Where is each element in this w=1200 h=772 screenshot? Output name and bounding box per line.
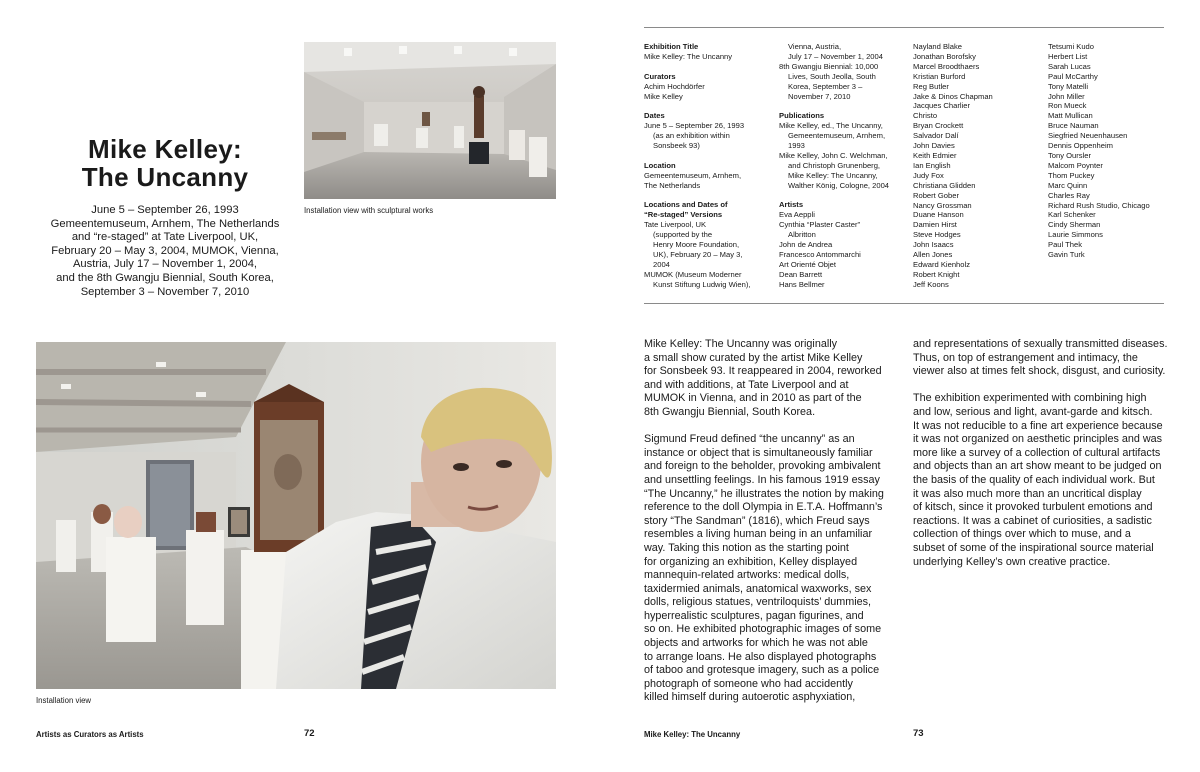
- body-line: the basis of the quality of each individual work. But: [913, 473, 1155, 486]
- body-line: taxidermied animals, anatomical waxworks, sex: [644, 582, 872, 595]
- metadata-line: Marcel Broodthaers: [913, 61, 980, 71]
- running-footer-title: Artists as Curators as Artists: [36, 730, 144, 739]
- metadata-heading: Publications: [779, 111, 825, 121]
- body-line: to arrange loans. He also displayed photographs: [644, 650, 877, 663]
- body-line: instance or object that is simultaneously familiar: [644, 446, 873, 459]
- body-line: of taboo and grotesque imagery, such as a police: [644, 664, 880, 677]
- metadata-line: Herbert List: [1048, 51, 1088, 61]
- exhibition-title: [50, 135, 280, 191]
- metadata-heading: “Re-staged” Versions: [644, 210, 723, 220]
- metadata-line: Duane Hanson: [913, 210, 964, 220]
- body-line: Mike Kelley: The Uncanny was originally: [644, 338, 838, 350]
- body-paragraph: [913, 338, 1168, 379]
- metadata-line: Marc Quinn: [1048, 180, 1088, 190]
- title-line: Mike Kelley:: [88, 134, 242, 164]
- metadata-line: Edward Kienholz: [913, 259, 970, 269]
- spacer: [779, 191, 904, 201]
- exhibition-intro: [50, 204, 280, 299]
- metadata-line: June 5 – September 26, 1993: [644, 121, 745, 131]
- metadata-line: Gemeentemuseum, Arnhem,: [644, 170, 742, 180]
- body-line: for organizing an exhibition, Kelley displayed: [644, 555, 858, 568]
- body-line: so on. He exhibited photographic images of some: [644, 623, 882, 636]
- metadata-line: Gavin Turk: [1048, 250, 1085, 260]
- body-line: hyperrealistic sculptures, pagan figurines, and: [644, 609, 864, 622]
- intro-line: September 3 – November 7, 2010: [80, 285, 250, 298]
- body-line: “The Uncanny,” he illustrates the notion by making: [644, 487, 884, 500]
- metadata-line: Kristian Burford: [913, 71, 966, 81]
- metadata-line: Steve Hodges: [913, 230, 961, 240]
- body-line: mannequin-related artworks: medical dolls,: [644, 569, 850, 582]
- body-line: subset of some of the inspirational source material: [913, 541, 1154, 554]
- body-line: Sigmund Freud defined “the uncanny” as an: [644, 433, 855, 446]
- body-line: it was also much more than an uncritical display: [913, 487, 1142, 500]
- caption-main-photo: Installation view: [36, 696, 92, 705]
- metadata-heading: Exhibition Title: [644, 42, 699, 51]
- divider-bottom: [644, 303, 1164, 304]
- metadata-line: November 7, 2010: [788, 91, 851, 101]
- metadata-line: Sarah Lucas: [1048, 61, 1091, 71]
- metadata-line: Francesco Antommarchi: [779, 250, 861, 259]
- body-line: photograph of someone who had accidently: [644, 677, 853, 690]
- metadata-line: Albritton: [788, 230, 816, 240]
- metadata-line: John Davies: [913, 141, 955, 151]
- body-paragraph: [644, 338, 896, 420]
- page-number: 72: [304, 728, 315, 739]
- artists-column: [1048, 42, 1178, 260]
- metadata-line: Art Orienté Objet: [779, 259, 836, 269]
- body-line: and representations of sexually transmitted diseases.: [913, 338, 1168, 350]
- metadata-line: Sonsbeek 93): [653, 141, 700, 151]
- intro-line: Gemeentemuseum, Arnhem, The Netherlands: [50, 217, 280, 230]
- body-paragraph: [913, 392, 1165, 569]
- metadata-line: Allen Jones: [913, 250, 953, 260]
- artists-column: [913, 42, 1041, 290]
- body-line: and unsettling feelings. In his famous 1919 essay: [644, 473, 880, 486]
- metadata-line: Christo: [913, 111, 938, 121]
- body-line: underlying Kelley’s own creative practice.: [913, 555, 1111, 568]
- metadata-line: Mike Kelley: The Uncanny: [644, 51, 733, 61]
- metadata-line: Hans Bellmer: [779, 279, 825, 289]
- metadata-line: 8th Gwangju Biennial: 10,000: [779, 61, 879, 71]
- metadata-line: Mike Kelley, John C. Welchman,: [779, 150, 888, 160]
- metadata-line: Tate Liverpool, UK: [644, 220, 707, 230]
- body-line: story “The Sandman” (1816), which Freud says: [644, 514, 870, 527]
- metadata-line: The Netherlands: [644, 180, 701, 190]
- metadata-line: Walther König, Cologne, 2004: [788, 180, 890, 190]
- body-line: reference to the doll Olympia in E.T.A. Hoffmann’s: [644, 501, 883, 514]
- metadata-line: Tony Matelli: [1048, 81, 1089, 91]
- metadata-heading: Dates: [644, 111, 665, 121]
- body-line: more like a survey of a collection of cultural artifacts: [913, 446, 1161, 459]
- body-line: MUMOK in Vienna, and in 2010 as part of the: [644, 392, 862, 405]
- metadata-line: Korea, September 3 –: [788, 81, 863, 91]
- body-line: and foreign to the beholder, provoking ambivalent: [644, 460, 881, 473]
- intro-line: Austria, July 17 – November 1, 2004,: [72, 258, 258, 271]
- running-footer-title: Mike Kelley: The Uncanny: [644, 730, 741, 739]
- metadata-line: Tony Oursler: [1048, 150, 1092, 160]
- divider-top: [644, 27, 1164, 28]
- metadata-line: Jacques Charlier: [913, 101, 970, 111]
- metadata-line: Nayland Blake: [913, 42, 962, 51]
- metadata-line: Mike Kelley: The Uncanny,: [788, 170, 878, 180]
- metadata-line: Keith Edmier: [913, 150, 957, 160]
- metadata-line: Ron Mueck: [1048, 101, 1087, 111]
- metadata-line: Christiana Glidden: [913, 180, 976, 190]
- spacer: [644, 151, 772, 161]
- metadata-line: Malcom Poynter: [1048, 160, 1103, 170]
- metadata-line: Eva Aeppli: [779, 210, 815, 220]
- metadata-line: Tetsumi Kudo: [1048, 42, 1095, 51]
- metadata-line: John Isaacs: [913, 240, 954, 250]
- metadata-line: Jake & Dinos Chapman: [913, 91, 993, 101]
- body-line: 8th Gwangju Biennial, South Korea.: [644, 405, 816, 418]
- metadata-line: 1993: [788, 141, 805, 151]
- metadata-line: Jonathan Borofsky: [913, 51, 976, 61]
- body-text-column: [913, 338, 1168, 583]
- metadata-line: Mike Kelley: [644, 91, 683, 101]
- metadata-line: Karl Schenker: [1048, 210, 1096, 220]
- metadata-line: Achim Hochdörfer: [644, 81, 705, 91]
- metadata-column: [779, 42, 904, 290]
- metadata-line: (as an exhibition within: [653, 131, 730, 141]
- metadata-line: John de Andrea: [779, 240, 833, 250]
- body-line: killed himself during autoerotic asphyxiation,: [644, 691, 856, 704]
- body-line: It was not reducible to a fine art experience because: [913, 419, 1163, 432]
- spacer: [644, 101, 772, 111]
- metadata-line: Matt Mullican: [1048, 111, 1093, 121]
- metadata-line: 2004: [653, 259, 670, 269]
- metadata-line: and Christoph Grunenberg,: [788, 160, 881, 170]
- metadata-line: Siegfried Neuenhausen: [1048, 131, 1128, 141]
- spacer: [644, 62, 772, 72]
- metadata-line: Vienna, Austria,: [788, 42, 842, 51]
- metadata-line: Judy Fox: [913, 170, 944, 180]
- body-line: Thus, on top of estrangement and intimacy, the: [913, 351, 1138, 364]
- body-line: and objects than an art show meant to be judged on: [913, 460, 1162, 473]
- metadata-line: Dean Barrett: [779, 269, 823, 279]
- body-line: and with additions, at Tate Liverpool and at: [644, 378, 849, 391]
- metadata-line: July 17 – November 1, 2004: [788, 51, 883, 61]
- metadata-column: [644, 42, 772, 290]
- spacer: [779, 101, 904, 111]
- metadata-line: Laurie Simmons: [1048, 230, 1103, 240]
- body-line: The exhibition experimented with combining high: [913, 392, 1147, 405]
- metadata-line: Jeff Koons: [913, 279, 949, 289]
- metadata-heading: Curators: [644, 71, 676, 81]
- body-line: and low, serious and light, avant-garde and kitsch.: [913, 405, 1153, 418]
- metadata-line: Cynthia “Plaster Caster”: [779, 220, 861, 230]
- metadata-line: Robert Knight: [913, 269, 960, 279]
- intro-line: and the 8th Gwangju Biennial, South Korea,: [56, 271, 274, 284]
- metadata-line: Bryan Crockett: [913, 121, 964, 131]
- body-line: for Sonsbeek 93. It reappeared in 2004, reworked: [644, 365, 882, 378]
- metadata-line: Bruce Nauman: [1048, 121, 1099, 131]
- metadata-line: Nancy Grossman: [913, 200, 972, 210]
- body-line: a small show curated by the artist Mike Kelley: [644, 351, 863, 364]
- metadata-line: Gemeentemuseum, Arnhem,: [788, 131, 886, 141]
- body-line: collection of things over which to muse, and a: [913, 528, 1131, 541]
- caption-top-photo: Installation view with sculptural works: [304, 206, 434, 215]
- right-page: [600, 0, 1200, 772]
- metadata-line: Robert Gober: [913, 190, 960, 200]
- body-line: viewer also at times felt shock, disgust, and curiosity.: [913, 365, 1166, 378]
- body-line: reactions. It was a cabinet of curiosities, a sadistic: [913, 514, 1152, 527]
- intro-line: June 5 – September 26, 1993: [91, 204, 239, 216]
- body-text-column: [644, 338, 896, 719]
- body-line: way. Taking this notion as the starting point: [644, 541, 849, 554]
- page-number: 73: [913, 728, 924, 739]
- metadata-line: (supported by the: [653, 230, 713, 240]
- body-line: objects and artworks for which he was not able: [644, 637, 868, 650]
- metadata-line: Thom Puckey: [1048, 170, 1095, 180]
- metadata-line: Salvador Dalí: [913, 131, 959, 141]
- body-line: it was not organized on aesthetic principles and was: [913, 433, 1163, 446]
- title-line: The Uncanny: [81, 162, 249, 192]
- body-paragraph: [644, 433, 896, 705]
- metadata-line: Reg Butler: [913, 81, 949, 91]
- body-line: dolls, religious statues, ventriloquists’ dummies,: [644, 596, 872, 609]
- metadata-line: Kunst Stiftung Ludwig Wien),: [653, 279, 751, 289]
- intro-line: February 20 – May 3, 2004, MUMOK, Vienna,: [51, 244, 279, 257]
- metadata-heading: Artists: [779, 200, 804, 210]
- spacer: [644, 191, 772, 201]
- metadata-line: Lives, South Jeolla, South: [788, 71, 876, 81]
- installation-photo-main: [36, 342, 556, 689]
- metadata-line: Dennis Oppenheim: [1048, 141, 1114, 151]
- metadata-line: Paul Thek: [1048, 240, 1083, 250]
- metadata-line: Henry Moore Foundation,: [653, 240, 740, 250]
- metadata-heading: Locations and Dates of: [644, 200, 728, 210]
- body-line: of kitsch, since it provoked turbulent emotions and: [913, 501, 1153, 514]
- intro-line: and “re-staged” at Tate Liverpool, UK,: [71, 231, 259, 244]
- metadata-line: Damien Hirst: [913, 220, 957, 230]
- metadata-line: John Miller: [1048, 91, 1085, 101]
- metadata-line: Cindy Sherman: [1048, 220, 1101, 230]
- metadata-heading: Location: [644, 160, 676, 170]
- metadata-line: Charles Ray: [1048, 190, 1090, 200]
- metadata-line: Mike Kelley, ed., The Uncanny,: [779, 121, 883, 131]
- metadata-line: Paul McCarthy: [1048, 71, 1098, 81]
- body-line: resembles a living human being in an unfamiliar: [644, 528, 873, 541]
- metadata-line: Ian English: [913, 160, 951, 170]
- metadata-line: Richard Rush Studio, Chicago: [1048, 200, 1150, 210]
- metadata-line: UK), February 20 – May 3,: [653, 249, 743, 259]
- metadata-line: MUMOK (Museum Moderner: [644, 269, 742, 279]
- installation-photo-sculptures: [304, 42, 556, 199]
